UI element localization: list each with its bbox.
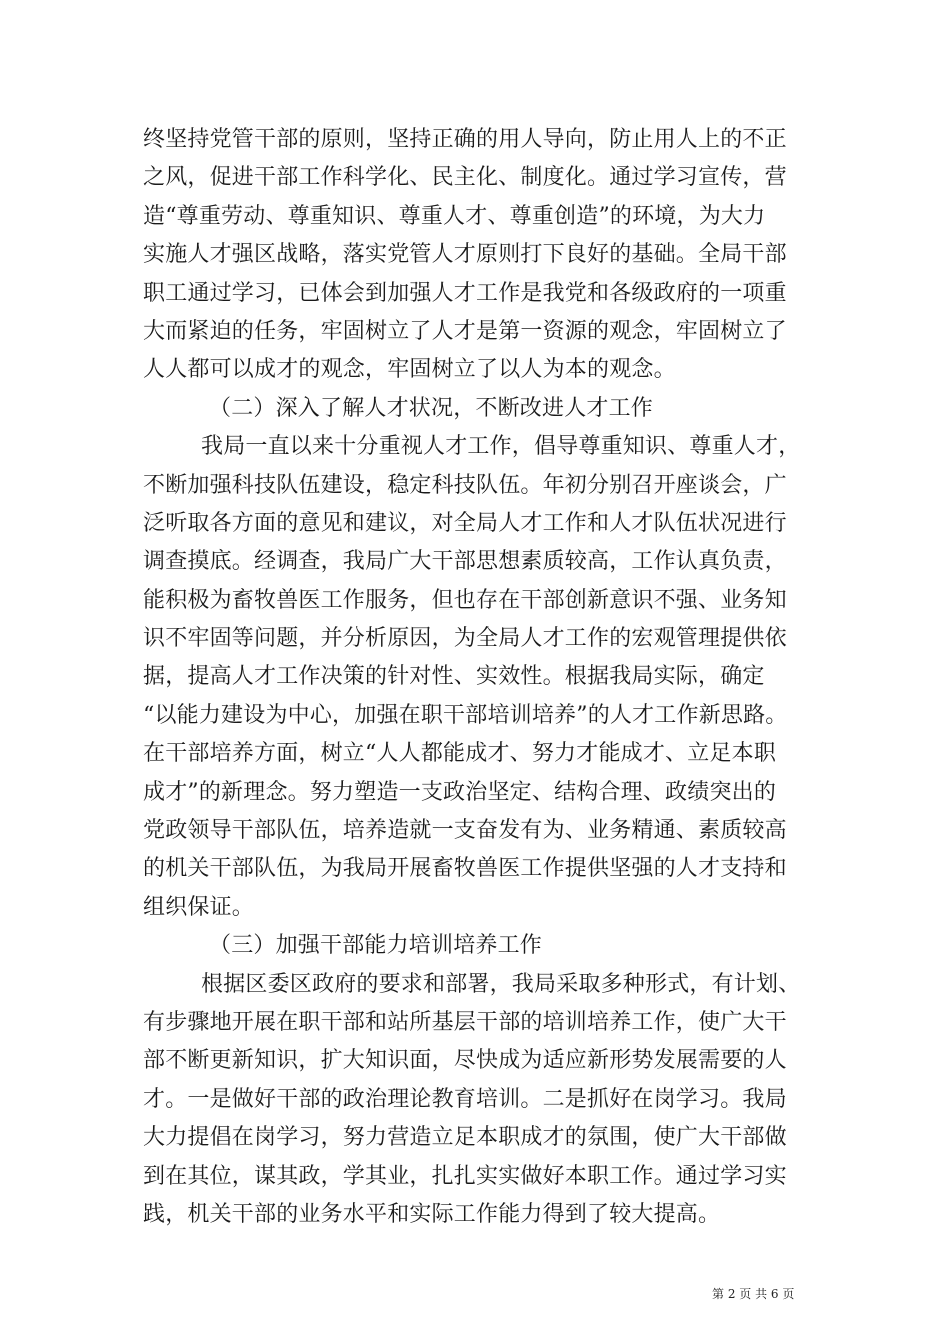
- page-number: 第 2 页 共 6 页: [712, 1287, 795, 1301]
- text-line: 根据区委区政府的要求和部署，我局采取多种形式，有计划、: [201, 971, 801, 997]
- text-line: 部不断更新知识，扩大知识面，尽快成为适应新形势发展需要的人: [143, 1048, 787, 1074]
- text-line: 在干部培养方面，树立“人人都能成才、努力才能成才、立足本职: [143, 741, 777, 767]
- section-heading: （二）深入了解人才状况，不断改进人才工作: [209, 395, 654, 421]
- text-line: 大而紧迫的任务，牢固树立了人才是第一资源的观念，牢固树立了: [143, 318, 787, 344]
- text-line: 职工通过学习，已体会到加强人才工作是我党和各级政府的一项重: [143, 280, 787, 306]
- text-line: “以能力建设为中心，加强在职干部培训培养”的人才工作新思路。: [143, 702, 788, 728]
- text-line: 泛听取各方面的意见和建议，对全局人才工作和人才队伍状况进行: [143, 510, 787, 536]
- text-line: 能积极为畜牧兽医工作服务，但也存在干部创新意识不强、业务知: [143, 587, 787, 613]
- text-line: 党政领导干部队伍，培养造就一支奋发有为、业务精通、素质较高: [143, 818, 787, 844]
- text-line: 大力提倡在岗学习，努力营造立足本职成才的氛围，使广大干部做: [143, 1125, 787, 1151]
- text-line: 不断加强科技队伍建设，稳定科技队伍。年初分别召开座谈会，广: [143, 472, 787, 498]
- text-line: 识不牢固等问题，并分析原因，为全局人才工作的宏观管理提供依: [143, 626, 787, 652]
- text-line: 造“尊重劳动、尊重知识、尊重人才、尊重创造”的环境，为大力: [143, 203, 766, 229]
- text-line: 才。一是做好干部的政治理论教育培训。二是抓好在岗学习。我局: [143, 1086, 787, 1112]
- text-line: 组织保证。: [143, 894, 255, 920]
- text-line: 成才”的新理念。努力塑造一支政治坚定、结构合理、政绩突出的: [143, 779, 777, 805]
- text-line: 实施人才强区战略，落实党管人才原则打下良好的基础。全局干部: [143, 242, 787, 268]
- text-line: 有步骤地开展在职干部和站所基层干部的培训培养工作，使广大干: [143, 1009, 787, 1035]
- text-line: 调查摸底。经调查，我局广大干部思想素质较高，工作认真负责，: [143, 549, 787, 575]
- text-line: 终坚持党管干部的原则，坚持正确的用人导向，防止用人上的不正: [143, 127, 787, 152]
- document-body: [143, 121, 809, 1234]
- text-line: 的机关干部队伍，为我局开展畜牧兽医工作提供坚强的人才支持和: [143, 856, 787, 882]
- text-line: 之风，促进干部工作科学化、民主化、制度化。通过学习宣传，营: [143, 165, 787, 191]
- text-line: 践，机关干部的业务水平和实际工作能力得到了较大提高。: [143, 1201, 721, 1227]
- text-line: 到在其位，谋其政，学其业，扎扎实实做好本职工作。通过学习实: [143, 1163, 787, 1189]
- text-line: 人人都可以成才的观念，牢固树立了以人为本的观念。: [143, 357, 676, 383]
- text-line: 我局一直以来十分重视人才工作，倡导尊重知识、尊重人才，: [201, 434, 801, 460]
- section-heading: （三）加强干部能力培训培养工作: [209, 933, 543, 959]
- text-line: 据，提高人才工作决策的针对性、实效性。根据我局实际，确定: [143, 664, 765, 690]
